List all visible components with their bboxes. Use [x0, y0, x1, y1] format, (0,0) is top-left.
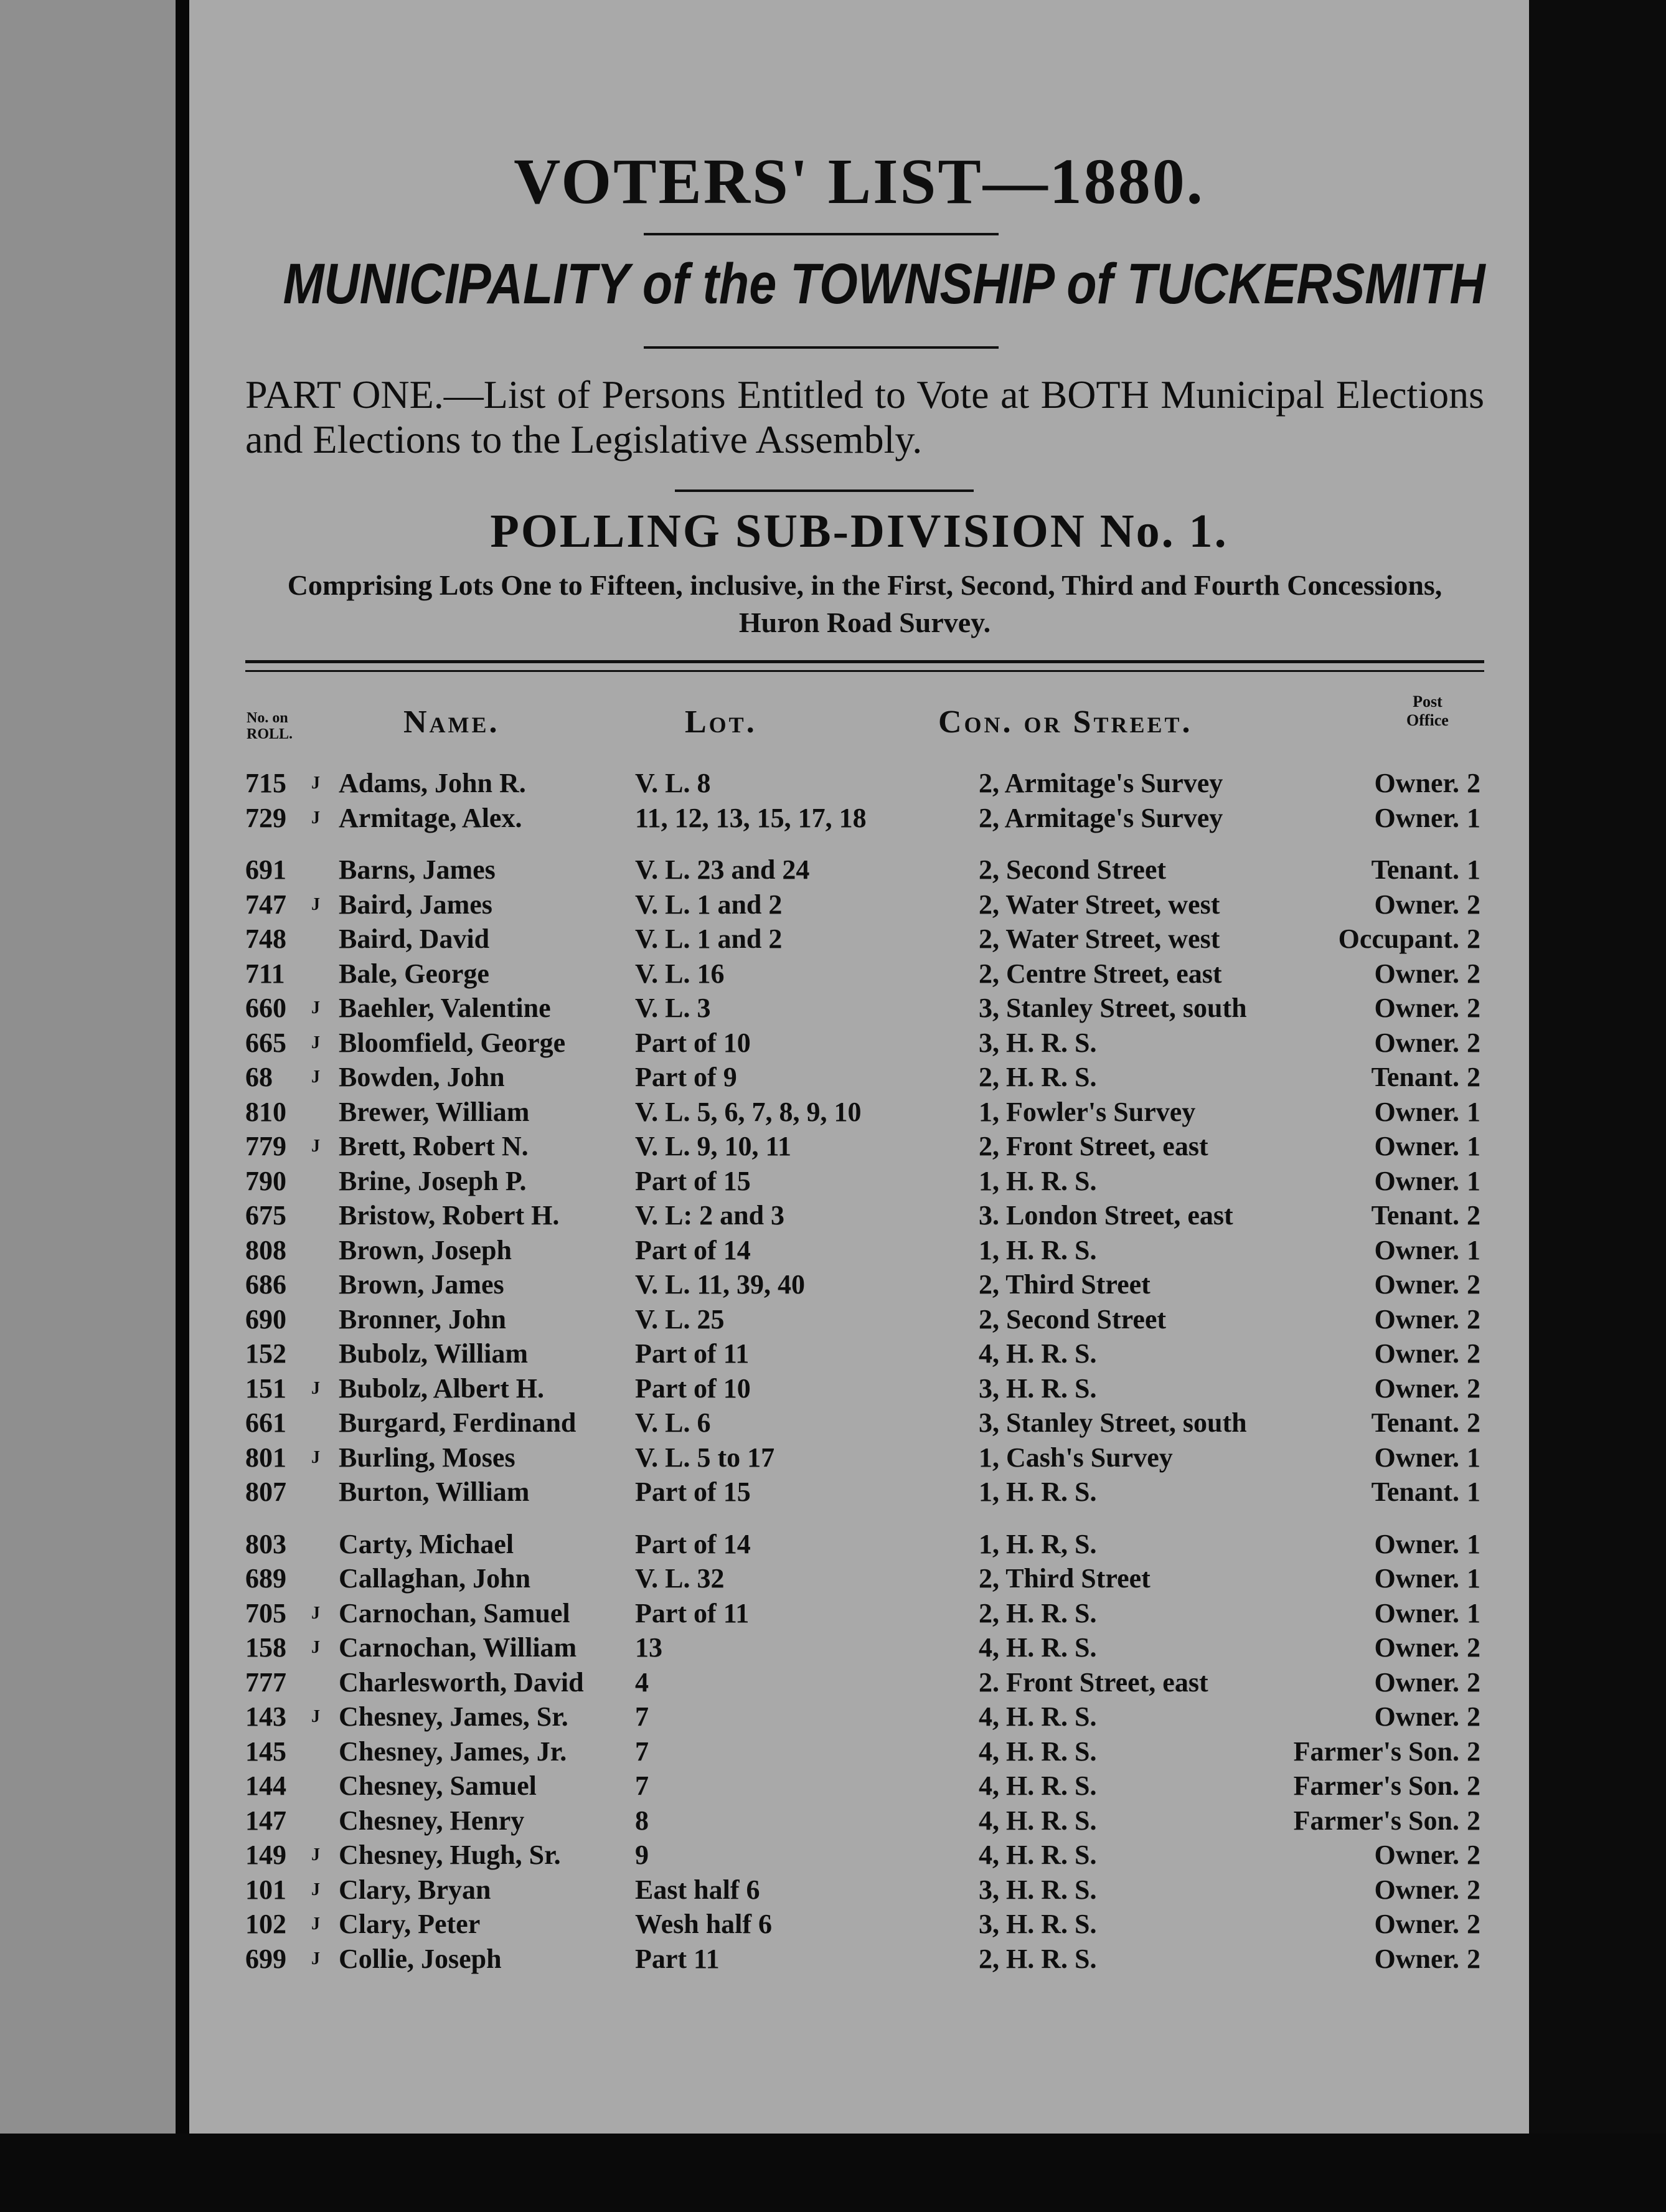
cell-lot: 7 [635, 1701, 649, 1732]
cell-po: 2 [1467, 1874, 1480, 1905]
cell-po: 2 [1467, 1943, 1480, 1974]
cell-con: 2. Front Street, east [979, 1666, 1208, 1698]
cell-j: J [311, 1949, 320, 1969]
cell-lot: Part of 14 [635, 1528, 751, 1559]
cell-status: Owner. [1374, 1528, 1459, 1559]
cell-status: Owner. [1374, 1027, 1459, 1058]
table-row [189, 1838, 1529, 1872]
cell-lot: V. L. 1 and 2 [635, 889, 783, 920]
cell-status: Farmer's Son. [1293, 1736, 1459, 1767]
cell-roll: 686 [245, 1269, 286, 1300]
cell-j: J [311, 1879, 320, 1899]
table-row [189, 922, 1529, 956]
book-spine [176, 0, 189, 2212]
cell-roll: 790 [245, 1165, 286, 1196]
cell-roll: 690 [245, 1303, 286, 1335]
cell-name: Carty, Michael [339, 1528, 514, 1559]
cell-name: Clary, Bryan [339, 1874, 491, 1905]
cell-name: Brown, Joseph [339, 1234, 512, 1265]
table-row [189, 1561, 1529, 1595]
table-row [189, 1371, 1529, 1406]
table-row [189, 1129, 1529, 1163]
table-row [189, 1596, 1529, 1630]
cell-roll: 158 [245, 1632, 286, 1663]
cell-status: Owner. [1374, 1943, 1459, 1974]
cell-name: Bubolz, William [339, 1338, 529, 1369]
cell-po: 1 [1467, 1096, 1480, 1127]
table-row [189, 1475, 1529, 1509]
cell-po: 2 [1467, 1200, 1480, 1231]
cell-status: Owner. [1374, 802, 1459, 833]
cell-lot: Part of 15 [635, 1165, 751, 1196]
cell-con: 2, Second Street [979, 1303, 1167, 1335]
cell-lot: 7 [635, 1736, 649, 1767]
cell-status: Farmer's Son. [1293, 1770, 1459, 1801]
bottom-margin [0, 2134, 1666, 2212]
cell-po: 1 [1467, 1528, 1480, 1559]
cell-lot: Wesh half 6 [635, 1909, 773, 1939]
cell-con: 2, H. R. S. [979, 1597, 1097, 1628]
cell-con: 3, H. R. S. [979, 1874, 1097, 1905]
cell-status: Owner. [1374, 1442, 1459, 1473]
page-subtitle: MUNICIPALITY of the TOWNSHIP of TUCKERSMITH [283, 252, 1485, 316]
part-one-text: PART ONE.—List of Persons Entitled to Vote at BOTH Municipal Elections and Elections to the Legislative Assembly. [245, 372, 1484, 461]
table-row [189, 1267, 1529, 1302]
cell-con: 1, H. R, S. [979, 1528, 1097, 1559]
cell-status: Owner. [1374, 1666, 1459, 1698]
cell-po: 1 [1467, 1477, 1480, 1507]
cell-status: Owner. [1374, 1909, 1459, 1939]
cell-po: 2 [1467, 1701, 1480, 1732]
cell-lot: V. L. 5 to 17 [635, 1442, 775, 1473]
cell-roll: 689 [245, 1563, 286, 1594]
table-row [189, 1164, 1529, 1198]
polling-subdivision-title: POLLING SUB-DIVISION No. 1. [490, 505, 1228, 557]
cell-roll: 144 [245, 1770, 286, 1801]
cell-po: 1 [1467, 1165, 1480, 1196]
table-row [189, 1699, 1529, 1734]
cell-con: 3, H. R. S. [979, 1909, 1097, 1939]
table-row [189, 1907, 1529, 1941]
cell-roll: 152 [245, 1338, 286, 1369]
part-rule [675, 489, 974, 492]
cell-j: J [311, 1638, 320, 1657]
cell-lot: 13 [635, 1632, 662, 1663]
cell-roll: 747 [245, 889, 286, 920]
cell-lot: V. L. 32 [635, 1563, 725, 1594]
table-row [189, 1665, 1529, 1699]
cell-lot: V. L. 3 [635, 993, 711, 1023]
table-row [189, 1198, 1529, 1232]
cell-con: 2, Water Street, west [979, 924, 1220, 954]
cell-name: Chesney, James, Sr. [339, 1701, 568, 1732]
cell-lot: Part 11 [635, 1943, 720, 1974]
cell-po: 1 [1467, 802, 1480, 833]
cell-con: 4, H. R. S. [979, 1736, 1097, 1767]
cell-lot: 9 [635, 1840, 649, 1870]
cell-name: Bronner, John [339, 1303, 506, 1335]
cell-lot: V. L. 11, 39, 40 [635, 1269, 806, 1300]
cell-con: 4, H. R. S. [979, 1701, 1097, 1732]
cell-status: Owner. [1374, 1165, 1459, 1196]
cell-po: 1 [1467, 1597, 1480, 1628]
table-row [189, 1803, 1529, 1838]
cell-name: Baehler, Valentine [339, 993, 551, 1023]
cell-con: 3, H. R. S. [979, 1373, 1097, 1404]
cell-status: Owner. [1374, 958, 1459, 989]
cell-roll: 699 [245, 1943, 286, 1974]
cell-po: 2 [1467, 993, 1480, 1023]
title-rule [644, 233, 999, 235]
cell-status: Owner. [1374, 1701, 1459, 1732]
table-row [189, 1527, 1529, 1561]
cell-con: 4, H. R. S. [979, 1770, 1097, 1801]
cell-name: Carnochan, Samuel [339, 1597, 570, 1628]
cell-roll: 102 [245, 1909, 286, 1939]
cell-name: Chesney, Henry [339, 1805, 525, 1836]
cell-con: 1, H. R. S. [979, 1165, 1097, 1196]
cell-name: Brewer, William [339, 1096, 530, 1127]
cell-lot: V. L. 25 [635, 1303, 725, 1335]
cell-po: 2 [1467, 1027, 1480, 1058]
cell-roll: 660 [245, 993, 286, 1023]
cell-po: 2 [1467, 1062, 1480, 1092]
cell-name: Bubolz, Albert H. [339, 1373, 545, 1404]
cell-name: Baird, David [339, 924, 490, 954]
cell-roll: 143 [245, 1701, 286, 1732]
cell-po: 2 [1467, 1303, 1480, 1335]
comprising-text: Comprising Lots One to Fifteen, inclusive, in the First, Second, Third and Fourth Concessions, Huron Road Survey. [287, 569, 1442, 638]
cell-roll: 729 [245, 802, 286, 833]
cell-po: 2 [1467, 1269, 1480, 1300]
cell-status: Owner. [1374, 768, 1459, 798]
cell-lot: V. L. 23 and 24 [635, 854, 810, 885]
page-title: VOTERS' LIST—1880. [514, 146, 1205, 217]
header-lot: Lot. [685, 704, 757, 740]
table-row [189, 1026, 1529, 1060]
cell-j: J [311, 1067, 320, 1087]
cell-roll: 147 [245, 1805, 286, 1836]
left-page-edge [0, 0, 178, 2212]
cell-name: Burton, William [339, 1477, 530, 1507]
cell-po: 2 [1467, 1736, 1480, 1767]
cell-roll: 779 [245, 1131, 286, 1161]
cell-roll: 68 [245, 1062, 273, 1092]
header-con-or-street: Con. or Street. [938, 704, 1193, 740]
cell-po: 2 [1467, 1407, 1480, 1438]
cell-roll: 675 [245, 1200, 286, 1231]
cell-po: 2 [1467, 1805, 1480, 1836]
cell-po: 2 [1467, 1338, 1480, 1369]
table-row [189, 1440, 1529, 1475]
table-row [189, 766, 1529, 800]
cell-con: 3. London Street, east [979, 1200, 1233, 1231]
cell-status: Tenant. [1371, 1477, 1459, 1507]
cell-lot: Part of 9 [635, 1062, 737, 1092]
cell-con: 1, Fowler's Survey [979, 1096, 1196, 1127]
cell-j: J [311, 808, 320, 828]
cell-lot: Part of 11 [635, 1597, 750, 1628]
cell-name: Callaghan, John [339, 1563, 531, 1594]
cell-status: Owner. [1374, 1234, 1459, 1265]
cell-status: Owner. [1374, 1632, 1459, 1663]
table-row [189, 1873, 1529, 1907]
table-row [189, 1406, 1529, 1440]
header-name: Name. [403, 704, 500, 740]
cell-j: J [311, 1137, 320, 1156]
cell-con: 2, Second Street [979, 854, 1167, 885]
cell-po: 1 [1467, 1563, 1480, 1594]
cell-name: Brown, James [339, 1269, 504, 1300]
cell-po: 1 [1467, 1131, 1480, 1161]
table-row [189, 1734, 1529, 1769]
cell-name: Bloomfield, George [339, 1027, 566, 1058]
header-roll-line1: No. on [247, 710, 288, 726]
cell-con: 2, Third Street [979, 1563, 1151, 1594]
cell-name: Bowden, John [339, 1062, 505, 1092]
cell-con: 1, H. R. S. [979, 1234, 1097, 1265]
cell-j: J [311, 773, 320, 793]
cell-status: Owner. [1374, 1874, 1459, 1905]
table-row [189, 801, 1529, 835]
cell-status: Owner. [1374, 1597, 1459, 1628]
cell-lot: Part of 10 [635, 1373, 751, 1404]
cell-roll: 807 [245, 1477, 286, 1507]
cell-po: 1 [1467, 1442, 1480, 1473]
cell-roll: 808 [245, 1234, 286, 1265]
cell-name: Chesney, Hugh, Sr. [339, 1840, 561, 1870]
header-post-office [1406, 692, 1449, 730]
cell-lot: 4 [635, 1666, 649, 1698]
cell-j: J [311, 1707, 320, 1726]
cell-status: Owner. [1374, 1269, 1459, 1300]
cell-lot: Part of 15 [635, 1477, 751, 1507]
cell-con: 1, H. R. S. [979, 1477, 1097, 1507]
cell-roll: 665 [245, 1027, 286, 1058]
cell-po: 2 [1467, 924, 1480, 954]
cell-po: 1 [1467, 854, 1480, 885]
cell-lot: 8 [635, 1805, 649, 1836]
cell-po: 2 [1467, 889, 1480, 920]
cell-status: Owner. [1374, 1563, 1459, 1594]
cell-j: J [311, 1603, 320, 1623]
header-roll [247, 710, 293, 742]
cell-name: Charlesworth, David [339, 1666, 584, 1698]
cell-roll: 705 [245, 1597, 286, 1628]
cell-po: 2 [1467, 1770, 1480, 1801]
cell-j: J [311, 998, 320, 1018]
cell-po: 1 [1467, 1234, 1480, 1265]
cell-status: Owner. [1374, 889, 1459, 920]
cell-name: Adams, John R. [339, 768, 526, 798]
table-row [189, 1336, 1529, 1371]
cell-lot: 7 [635, 1770, 649, 1801]
cell-lot: 11, 12, 13, 15, 17, 18 [635, 802, 867, 833]
cell-j: J [311, 1914, 320, 1934]
cell-name: Baird, James [339, 889, 492, 920]
cell-status: Owner. [1374, 993, 1459, 1023]
cell-po: 2 [1467, 1373, 1480, 1404]
cell-j: J [311, 894, 320, 914]
table-row [189, 1233, 1529, 1267]
cell-roll: 151 [245, 1373, 286, 1404]
cell-con: 4, H. R. S. [979, 1840, 1097, 1870]
cell-status: Tenant. [1371, 854, 1459, 885]
table-row [189, 1942, 1529, 1976]
table-row [189, 991, 1529, 1025]
table-row [189, 1060, 1529, 1094]
cell-po: 2 [1467, 958, 1480, 989]
cell-con: 3, Stanley Street, south [979, 1407, 1247, 1438]
cell-status: Tenant. [1371, 1407, 1459, 1438]
cell-lot: V. L. 16 [635, 958, 725, 989]
cell-po: 2 [1467, 1666, 1480, 1698]
cell-lot: East half 6 [635, 1874, 760, 1905]
cell-status: Owner. [1374, 1373, 1459, 1404]
cell-roll: 801 [245, 1442, 286, 1473]
cell-roll: 810 [245, 1096, 286, 1127]
cell-con: 2, Water Street, west [979, 889, 1220, 920]
table-top-rule-2 [245, 670, 1484, 672]
cell-lot: V. L. 9, 10, 11 [635, 1131, 792, 1161]
table-row [189, 1769, 1529, 1803]
cell-con: 4, H. R. S. [979, 1338, 1097, 1369]
cell-lot: V. L. 1 and 2 [635, 924, 783, 954]
table-top-rule-1 [245, 660, 1484, 663]
cell-name: Brett, Robert N. [339, 1131, 529, 1161]
cell-status: Owner. [1374, 1840, 1459, 1870]
cell-roll: 803 [245, 1528, 286, 1559]
cell-status: Tenant. [1371, 1062, 1459, 1092]
cell-name: Carnochan, William [339, 1632, 577, 1663]
cell-name: Brine, Joseph P. [339, 1165, 527, 1196]
cell-con: 2, H. R. S. [979, 1943, 1097, 1974]
cell-roll: 691 [245, 854, 286, 885]
cell-lot: V. L. 8 [635, 768, 711, 798]
cell-roll: 661 [245, 1407, 286, 1438]
cell-j: J [311, 1447, 320, 1467]
cell-lot: V. L: 2 and 3 [635, 1200, 785, 1231]
cell-status: Tenant. [1371, 1200, 1459, 1231]
cell-name: Chesney, James, Jr. [339, 1736, 567, 1767]
cell-name: Barns, James [339, 854, 496, 885]
document-page [189, 0, 1529, 2134]
cell-name: Clary, Peter [339, 1909, 481, 1939]
cell-status: Occupant. [1338, 924, 1459, 954]
cell-name: Bristow, Robert H. [339, 1200, 560, 1231]
cell-status: Owner. [1374, 1096, 1459, 1127]
cell-j: J [311, 1033, 320, 1052]
table-row [189, 853, 1529, 887]
cell-con: 3, H. R. S. [979, 1027, 1097, 1058]
cell-roll: 748 [245, 924, 286, 954]
cell-j: J [311, 1378, 320, 1398]
cell-name: Collie, Joseph [339, 1943, 502, 1974]
cell-po: 2 [1467, 768, 1480, 798]
cell-con: 2, Armitage's Survey [979, 802, 1223, 833]
cell-con: 4, H. R. S. [979, 1632, 1097, 1663]
cell-po: 2 [1467, 1632, 1480, 1663]
cell-con: 2, Third Street [979, 1269, 1151, 1300]
cell-j: J [311, 1845, 320, 1865]
header-roll-line2: ROLL. [247, 726, 293, 742]
cell-lot: Part of 10 [635, 1027, 751, 1058]
cell-lot: V. L. 6 [635, 1407, 711, 1438]
cell-lot: V. L. 5, 6, 7, 8, 9, 10 [635, 1096, 862, 1127]
cell-con: 1, Cash's Survey [979, 1442, 1173, 1473]
table-row [189, 957, 1529, 991]
cell-po: 2 [1467, 1909, 1480, 1939]
header-post-line2: Office [1406, 711, 1449, 729]
cell-con: 2, Front Street, east [979, 1131, 1208, 1161]
table-row [189, 1302, 1529, 1336]
cell-con: 4, H. R. S. [979, 1805, 1097, 1836]
cell-status: Farmer's Son. [1293, 1805, 1459, 1836]
cell-name: Burling, Moses [339, 1442, 515, 1473]
cell-roll: 777 [245, 1666, 286, 1698]
cell-name: Chesney, Samuel [339, 1770, 537, 1801]
header-post-line1: Post [1413, 692, 1442, 711]
cell-name: Burgard, Ferdinand [339, 1407, 577, 1438]
cell-con: 2, Centre Street, east [979, 958, 1222, 989]
cell-con: 3, Stanley Street, south [979, 993, 1247, 1023]
cell-roll: 145 [245, 1736, 286, 1767]
table-row [189, 887, 1529, 922]
cell-con: 2, H. R. S. [979, 1062, 1097, 1092]
cell-roll: 101 [245, 1874, 286, 1905]
cell-con: 2, Armitage's Survey [979, 768, 1223, 798]
cell-lot: Part of 11 [635, 1338, 750, 1369]
subtitle-rule [644, 346, 999, 349]
cell-name: Armitage, Alex. [339, 802, 522, 833]
cell-status: Owner. [1374, 1338, 1459, 1369]
cell-roll: 711 [245, 958, 285, 989]
cell-roll: 149 [245, 1840, 286, 1870]
cell-lot: Part of 14 [635, 1234, 751, 1265]
table-row [189, 1630, 1529, 1665]
cell-status: Owner. [1374, 1303, 1459, 1335]
cell-po: 2 [1467, 1840, 1480, 1870]
cell-roll: 715 [245, 768, 286, 798]
cell-name: Bale, George [339, 958, 489, 989]
table-row [189, 1095, 1529, 1129]
cell-status: Owner. [1374, 1131, 1459, 1161]
